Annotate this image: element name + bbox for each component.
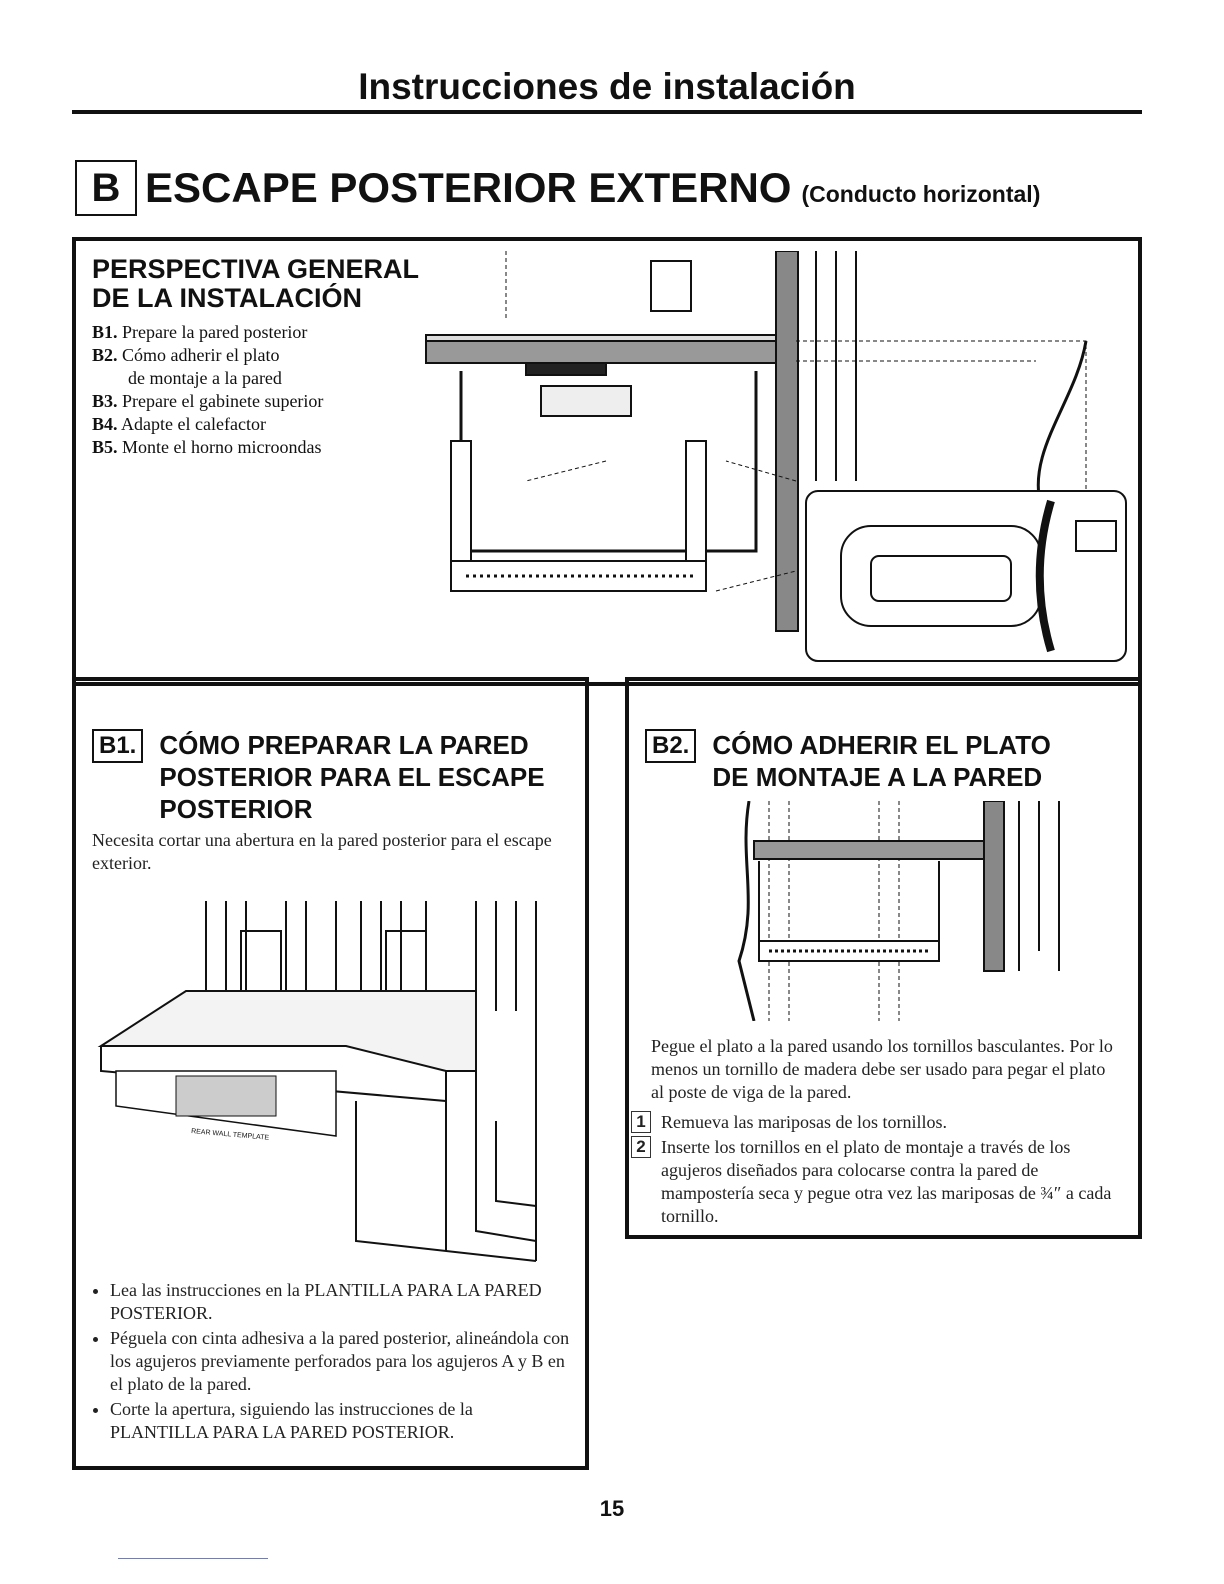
overview-heading-line2: DE LA INSTALACIÓN: [92, 283, 362, 313]
page-number: 15: [599, 1496, 625, 1521]
overview-heading-line1: PERSPECTIVA GENERAL: [92, 254, 420, 284]
b2-step: 2 Inserte los tornillos en el plato de montaje a través de los agujeros diseñados para colocarse contra la pared de mampostería seca y pegue otra vez las mariposas de ¾″ a cada tornillo.: [631, 1136, 1121, 1228]
installation-overview-illustration: [396, 251, 1136, 681]
b1-tag: B1.: [92, 729, 143, 763]
overview-panel: [72, 237, 1142, 686]
b1-intro: Necesita cortar una abertura en la pared posterior para el escape exterior.: [92, 830, 552, 873]
b1-header: [92, 729, 559, 825]
page-title: Instrucciones de instalación: [358, 66, 856, 107]
b2-panel: [625, 677, 1142, 1239]
rear-wall-template-illustration: [96, 901, 566, 1271]
b2-header: [645, 729, 1082, 793]
overview-step: B5. Monte el horno microondas: [92, 437, 322, 457]
section-title: ESCAPE POSTERIOR EXTERNO: [145, 164, 792, 211]
b2-tag: B2.: [645, 729, 696, 763]
section-header: [75, 160, 1040, 216]
mounting-plate-illustration: [699, 801, 1079, 1021]
overview-step: B4. Adapte el calefactor: [92, 414, 266, 434]
b2-step: 1 Remueva las mariposas de los tornillos.: [631, 1111, 1121, 1134]
b1-panel: [72, 677, 589, 1470]
b1-bullet: • Péguela con cinta adhesiva a la pared posterior, alineándola con los agujeros previamente perforados para los agujeros A y B en el plato de la pared.: [110, 1327, 570, 1396]
b1-bullet: • Corte la apertura, siguiendo las instrucciones de la PLANTILLA PARA LA PARED POSTERIOR.: [110, 1398, 570, 1444]
template-label: REAR WALL TEMPLATE: [190, 1128, 270, 1142]
overview-step: B2. Cómo adherir el plato de montaje a la pared: [92, 345, 282, 388]
overview-step: B3. Prepare el gabinete superior: [92, 391, 324, 411]
b1-bullets: [92, 1279, 570, 1446]
footer-line: [118, 1558, 268, 1559]
section-subtitle: (Conducto horizontal): [801, 180, 1041, 207]
title-rule: [72, 110, 1142, 114]
overview-step: B1. Prepare la pared posterior: [92, 322, 308, 342]
b1-heading: CÓMO PREPARAR LA PARED POSTERIOR PARA EL ESCAPE POSTERIOR: [159, 730, 545, 824]
b2-steps: [631, 1109, 1121, 1228]
b1-bullet: • Lea las instrucciones en la PLANTILLA PARA LA PARED POSTERIOR.: [110, 1279, 570, 1325]
b2-intro: Pegue el plato a la pared usando los tornillos basculantes. Por lo menos un tornillo de madera debe ser usado para pegar el plato al poste de viga de la pared.: [651, 1036, 1113, 1102]
overview-heading: [92, 255, 419, 313]
section-letter: B: [75, 160, 137, 216]
b2-heading: CÓMO ADHERIR EL PLATO DE MONTAJE A LA PARED: [712, 730, 1051, 792]
overview-steps: [92, 321, 323, 459]
